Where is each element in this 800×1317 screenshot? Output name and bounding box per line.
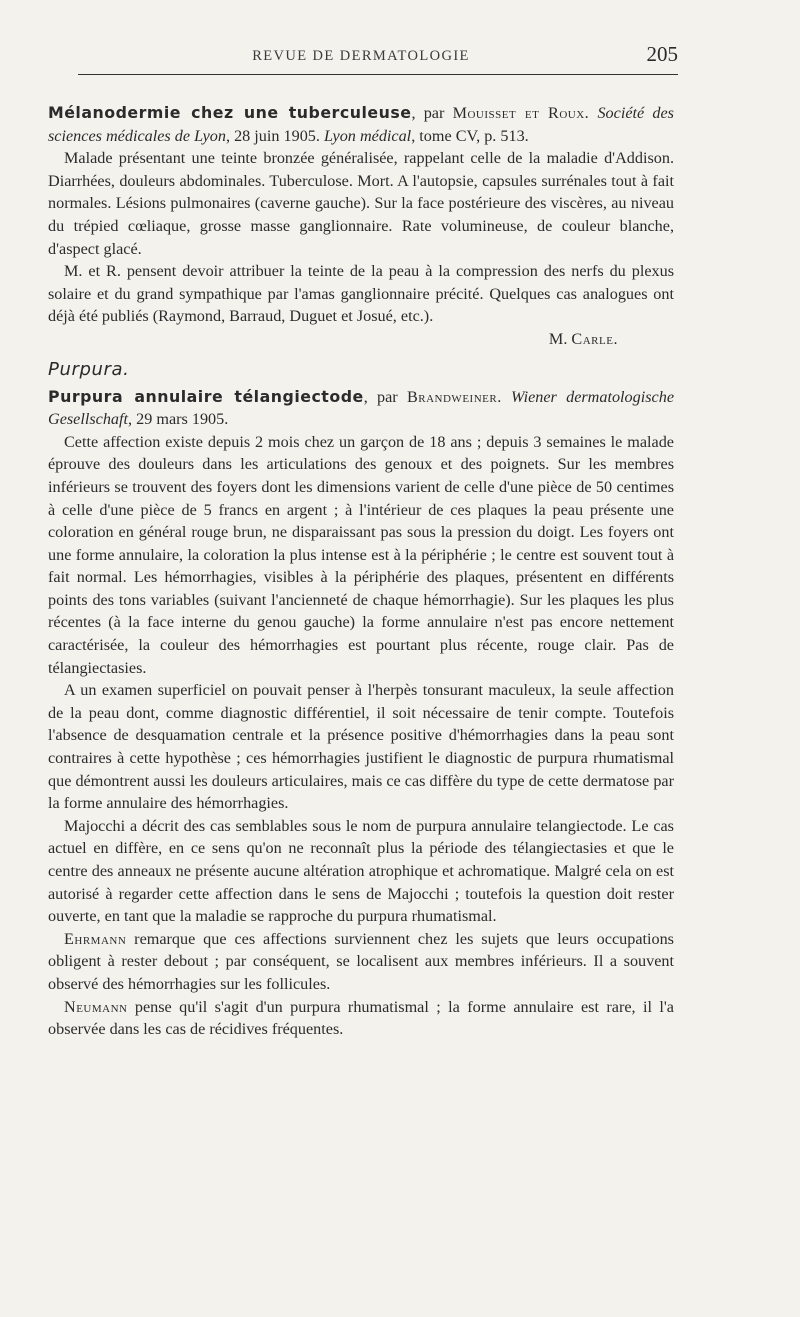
article-1-title: Mélanodermie chez une tuberculeuse <box>48 103 412 122</box>
running-header <box>48 42 678 82</box>
article-1-volume: , tome CV, p. 513. <box>411 126 529 145</box>
ehrmann-name: Ehrmann <box>64 929 127 948</box>
article-1-paragraph-2: M. et R. pensent devoir attribuer la teinte de la peau à la compression des nerfs du plexus solaire et du grand sympathique par l'amas ganglionnaire précité. Quelques cas analogues ont déjà été publiés (Raymond, Barraud, Duguet et Josué, etc.). <box>48 262 674 326</box>
article-1-source: Société des sciences médicales de Lyon <box>48 104 674 145</box>
page-number: 205 <box>646 42 678 66</box>
article-1-paragraph-1: Malade présentant une teinte bronzée généralisée, rappelant celle de la maladie d'Addison. Diarrhées, douleurs abdominales. Tuberculose. Mort. A l'autopsie, capsules surrénales tout à fait normales. Lésions pulmonaires (caverne gauche). Sur la face postérieure des viscères, au niveau du trépied cœliaque, grosse masse ganglionnaire. Rate volumineuse, de couleur blanche, d'aspect glacé. <box>48 149 674 258</box>
article-2-citation <box>48 386 674 431</box>
running-title: REVUE DE DERMATOLOGIE <box>252 48 470 64</box>
article-1-date: , 28 juin 1905. <box>225 126 324 145</box>
article-2-date: , 29 mars 1905. <box>128 410 229 429</box>
article-2-byline-prefix: , par <box>363 387 407 406</box>
article-2-author: Brandweiner. <box>406 387 502 406</box>
article-2-paragraph-4 <box>48 928 674 996</box>
article-2-source: Wiener dermatologische Gesellschaft <box>48 387 675 429</box>
article-1-citation <box>48 102 674 147</box>
article-2-paragraph-3: Majocchi a décrit des cas semblables sous le nom de purpura annulaire telangiectode. Le cas actuel en diffère, en ce sens qu'on ne reconnaît plus la période des télangiectasies et que le centre des anneaux ne présente aucune altération atrophique et achromatique. Malgré cela on est autorisé à regarder cette affection dans le sens de Majocchi ; toutefois la question doit rester ouverte, en tant que la maladie se rapproche du purpura rhumatismal. <box>48 816 674 926</box>
neumann-name: Neumann <box>64 997 128 1016</box>
article-1-byline-prefix: , par <box>411 104 453 122</box>
header-rule <box>78 74 678 75</box>
article-1-signature <box>48 328 674 351</box>
page-content <box>48 102 674 1041</box>
document-page <box>48 42 678 1039</box>
signature-prefix: M. <box>548 329 572 348</box>
ehrmann-text: remarque que ces affections surviennent chez les sujets que leurs occupations obligent à rester debout ; par conséquent, se localisent aux membres inférieurs. Il a souvent observé des hémorrhagies sur les follicules. <box>48 929 674 993</box>
neumann-text: pense qu'il s'agit d'un purpura rhumatismal ; la forme annulaire est rare, il l'a observée dans les cas de récidives fréquentes. <box>48 997 674 1039</box>
article-1-journal: Lyon médical <box>324 126 412 145</box>
signature-name: Carle. <box>571 329 618 348</box>
article-2-paragraph-5 <box>48 996 674 1041</box>
article-2-paragraph-1: Cette affection existe depuis 2 mois chez un garçon de 18 ans ; depuis 3 semaines le malade éprouve des douleurs dans les articulations des genoux et des poignets. Sur les membres inférieurs se trouvent des foyers dont les dimensions varient de celle d'une pièce de 50 centimes à celle d'une pièce de 5 francs en argent ; à l'intérieur de ces plaques la peau présente une coloration en général rouge brun, ne disparaissant pas sous la pression du doigt. Les foyers ont une forme annulaire, la coloration la plus intense est à la périphérie ; le centre est souvent tout à fait normal. Les hémorrhagies, visibles à la périphérie des plaques, présentent en différents points des tons variables (suivant l'ancienneté de chaque hémorrhagie). Sur les plaques les plus récentes (à la face interne du genou gauche) la forme annulaire n'est pas encore nettement caractérisée, la couleur des hémorrhagies est pourtant plus récente, rouge clair. Pas de télangiectasies. <box>48 432 674 677</box>
article-2-paragraph-2: A un examen superficiel on pouvait penser à l'herpès tonsurant maculeux, la seule affection de la peau dont, comme diagnostic différentiel, il soit nécessaire de tenir compte. Toutefois l'absence de desquamation centrale et la présence positive d'hémorrhagies dans la peau sont contraires à cette hypothèse ; ces hémorrhagies justifient le diagnostic de purpura rhumatismal que démontrent aussi les douleurs articulaires, mais ce cas diffère du type de cette dermatose par la forme annulaire des hémorrhagies. <box>48 681 674 813</box>
article-1-authors: Mouisset et Roux. <box>452 104 590 122</box>
section-heading: Purpura. <box>48 358 130 380</box>
article-2-title: Purpura annulaire télangiectode <box>48 386 364 406</box>
